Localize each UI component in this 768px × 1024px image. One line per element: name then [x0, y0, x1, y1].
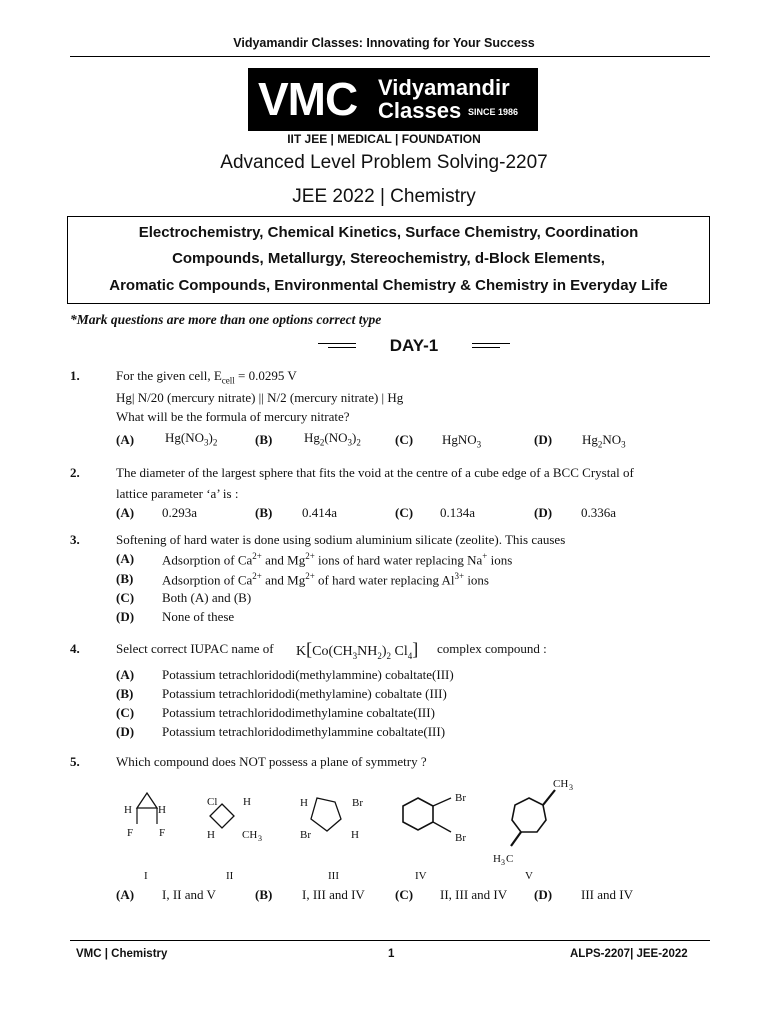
option-text: Potassium tetrachloridodimethylammine cobaltate(III) — [162, 724, 446, 739]
structure-II — [207, 796, 262, 843]
question-number: 1. — [70, 368, 80, 383]
atom-label: CH — [553, 778, 569, 790]
cyclohexane-ring — [403, 798, 433, 830]
footer-rule — [70, 940, 710, 941]
topics-line: Compounds, Metallurgy, Stereochemistry, d-Block Elements, — [172, 250, 605, 267]
atom-label: Br — [300, 829, 311, 841]
page-number: 1 — [388, 948, 395, 960]
topics-line: Aromatic Compounds, Environmental Chemistry & Chemistry in Everyday Life — [109, 277, 668, 294]
option-formula: $Hg_2(NO_3)_2$ — [304, 430, 361, 448]
logo-line2: Classes — [378, 98, 462, 123]
atom-label: F — [159, 827, 166, 839]
option-label: (B) — [116, 686, 134, 701]
instruction-note: *Mark questions are more than one options correct type — [70, 312, 382, 327]
atom-label: 3 — [258, 834, 262, 843]
option-text: III and IV — [581, 887, 633, 902]
option-label: (A) — [116, 667, 135, 682]
question-number: 5. — [70, 754, 80, 769]
cycloheptane-ring — [512, 798, 546, 832]
structures-figure — [115, 776, 595, 886]
logo-mark: VMC — [258, 73, 358, 125]
logo-tagline: IIT JEE | MEDICAL | FOUNDATION — [287, 132, 481, 146]
cyclopentane-ring — [311, 798, 341, 831]
option-label: (A) — [116, 551, 135, 566]
question-text: Which compound does NOT possess a plane of symmetry ? — [116, 754, 427, 769]
atom-label: Br — [352, 797, 363, 809]
structure-numeral: V — [525, 870, 533, 882]
option-text: Potassium tetrachloridodimethylamine cobaltate(III) — [162, 705, 435, 720]
bond — [433, 798, 451, 806]
question-number: 3. — [70, 532, 80, 547]
topics-line: Electrochemistry, Chemical Kinetics, Surface Chemistry, Coordination — [138, 224, 639, 241]
atom-label: 3 — [501, 858, 505, 867]
structure-V — [493, 778, 573, 867]
question-text: For the given cell, $E_{cell} = 0.0295$ V — [116, 368, 297, 386]
option-label: (B) — [255, 505, 273, 520]
day-label: DAY-1 — [389, 336, 439, 355]
option-text: 0.414a — [302, 505, 338, 520]
option-text: II, III and IV — [440, 887, 508, 902]
atom-label: Br — [455, 832, 466, 844]
option-label: (B) — [255, 887, 273, 902]
option-label: (B) — [255, 432, 273, 447]
option-text: Potassium tetrachloridodi(methylammine) cobaltate(III) — [162, 667, 454, 682]
atom-label: F — [127, 827, 134, 839]
option-label: (D) — [116, 609, 135, 624]
option-label: (C) — [395, 505, 414, 520]
wedge-bond — [543, 790, 555, 805]
atom-label: Br — [455, 792, 466, 804]
document-subtitle: JEE 2022 | Chemistry — [292, 186, 476, 207]
option-text: 0.134a — [440, 505, 476, 520]
cyclopropane-ring — [137, 793, 157, 808]
option-label: (A) — [116, 505, 135, 520]
option-label: (C) — [116, 590, 135, 605]
day-heading — [318, 336, 510, 358]
option-label: (A) — [116, 432, 135, 447]
option-label: (C) — [395, 432, 414, 447]
atom-label: H — [124, 804, 132, 816]
option-formula: $Hg(NO_3)_2$ — [165, 430, 218, 448]
logo-line1: Vidyamandir — [378, 75, 510, 100]
atom-label: CH — [242, 829, 258, 841]
atom-label: H — [158, 804, 166, 816]
question-number: 2. — [70, 465, 80, 480]
option-text: 0.293a — [162, 505, 198, 520]
option-label: (D) — [534, 432, 553, 447]
atom-label: 3 — [569, 783, 573, 792]
topics-box — [67, 216, 710, 304]
structure-numeral: II — [226, 870, 234, 882]
option-text: Adsorption of $Ca^{2+}$ and $Mg^{2+}$ of hard water replacing $Al^{3+}$ ions — [162, 571, 489, 588]
atom-label: H — [207, 829, 215, 841]
atom-label: Cl — [207, 796, 218, 808]
option-text: Adsorption of $Ca^{2+}$ and $Mg^{2+}$ ions of hard water replacing Na+ ions — [162, 551, 513, 568]
question-text: Select correct IUPAC name of — [116, 641, 274, 656]
option-text: 0.336a — [581, 505, 617, 520]
atom-label: C — [506, 853, 514, 865]
header-rule — [70, 56, 710, 57]
option-label: (D) — [116, 724, 135, 739]
structure-I — [124, 793, 166, 839]
option-label: (C) — [116, 705, 135, 720]
atom-label: H — [351, 829, 359, 841]
wedge-bond — [511, 832, 521, 846]
structure-numeral: III — [328, 870, 339, 882]
option-formula: HgNO$_3$ — [442, 432, 482, 450]
question-text: The diameter of the largest sphere that fits the void at the centre of a cube edge of a BCC Crystal of — [116, 465, 634, 480]
complex-formula: $K[Co(CH_3NH_2)_2$ $Cl_4$] — [296, 639, 419, 661]
option-text: Both (A) and (B) — [162, 590, 252, 605]
footer-right: ALPS-2207| JEE-2022 — [570, 948, 688, 960]
option-text: None of these — [162, 609, 235, 624]
structure-III — [300, 797, 363, 841]
option-label: (B) — [116, 571, 134, 586]
footer-left: VMC | Chemistry — [76, 948, 168, 960]
structure-IV — [403, 792, 466, 844]
option-label: (D) — [534, 887, 553, 902]
page-header: Vidyamandir Classes: Innovating for Your Success — [233, 36, 535, 50]
question-text: Softening of hard water is done using sodium aluminium silicate (zeolite). This causes — [116, 532, 566, 547]
option-text: I, III and IV — [302, 887, 365, 902]
question-number: 4. — [70, 641, 80, 656]
atom-label: H — [243, 796, 251, 808]
option-label: (D) — [534, 505, 553, 520]
question-text: complex compound : — [437, 641, 547, 656]
bond — [433, 822, 451, 832]
logo-since: SINCE 1986 — [468, 107, 519, 117]
structure-numeral: I — [144, 870, 148, 882]
atom-label: H — [300, 797, 308, 809]
option-text: I, II and V — [162, 887, 216, 902]
question-text: lattice parameter ‘a’ is : — [116, 486, 239, 501]
option-label: (C) — [395, 887, 414, 902]
atom-label: H — [493, 853, 501, 865]
vmc-logo — [248, 68, 538, 131]
question-text: Hg| N/20 (mercury nitrate) || N/2 (mercury nitrate) | Hg — [116, 390, 404, 405]
structure-numeral: IV — [415, 870, 427, 882]
document-title: Advanced Level Problem Solving-2207 — [220, 152, 548, 173]
option-text: Potassium tetrachloridodi(methylamine) cobaltate (III) — [162, 686, 447, 701]
question-text: What will be the formula of mercury nitrate? — [116, 409, 350, 424]
option-formula: $Hg_2NO_3$ — [582, 432, 626, 450]
option-label: (A) — [116, 887, 135, 902]
